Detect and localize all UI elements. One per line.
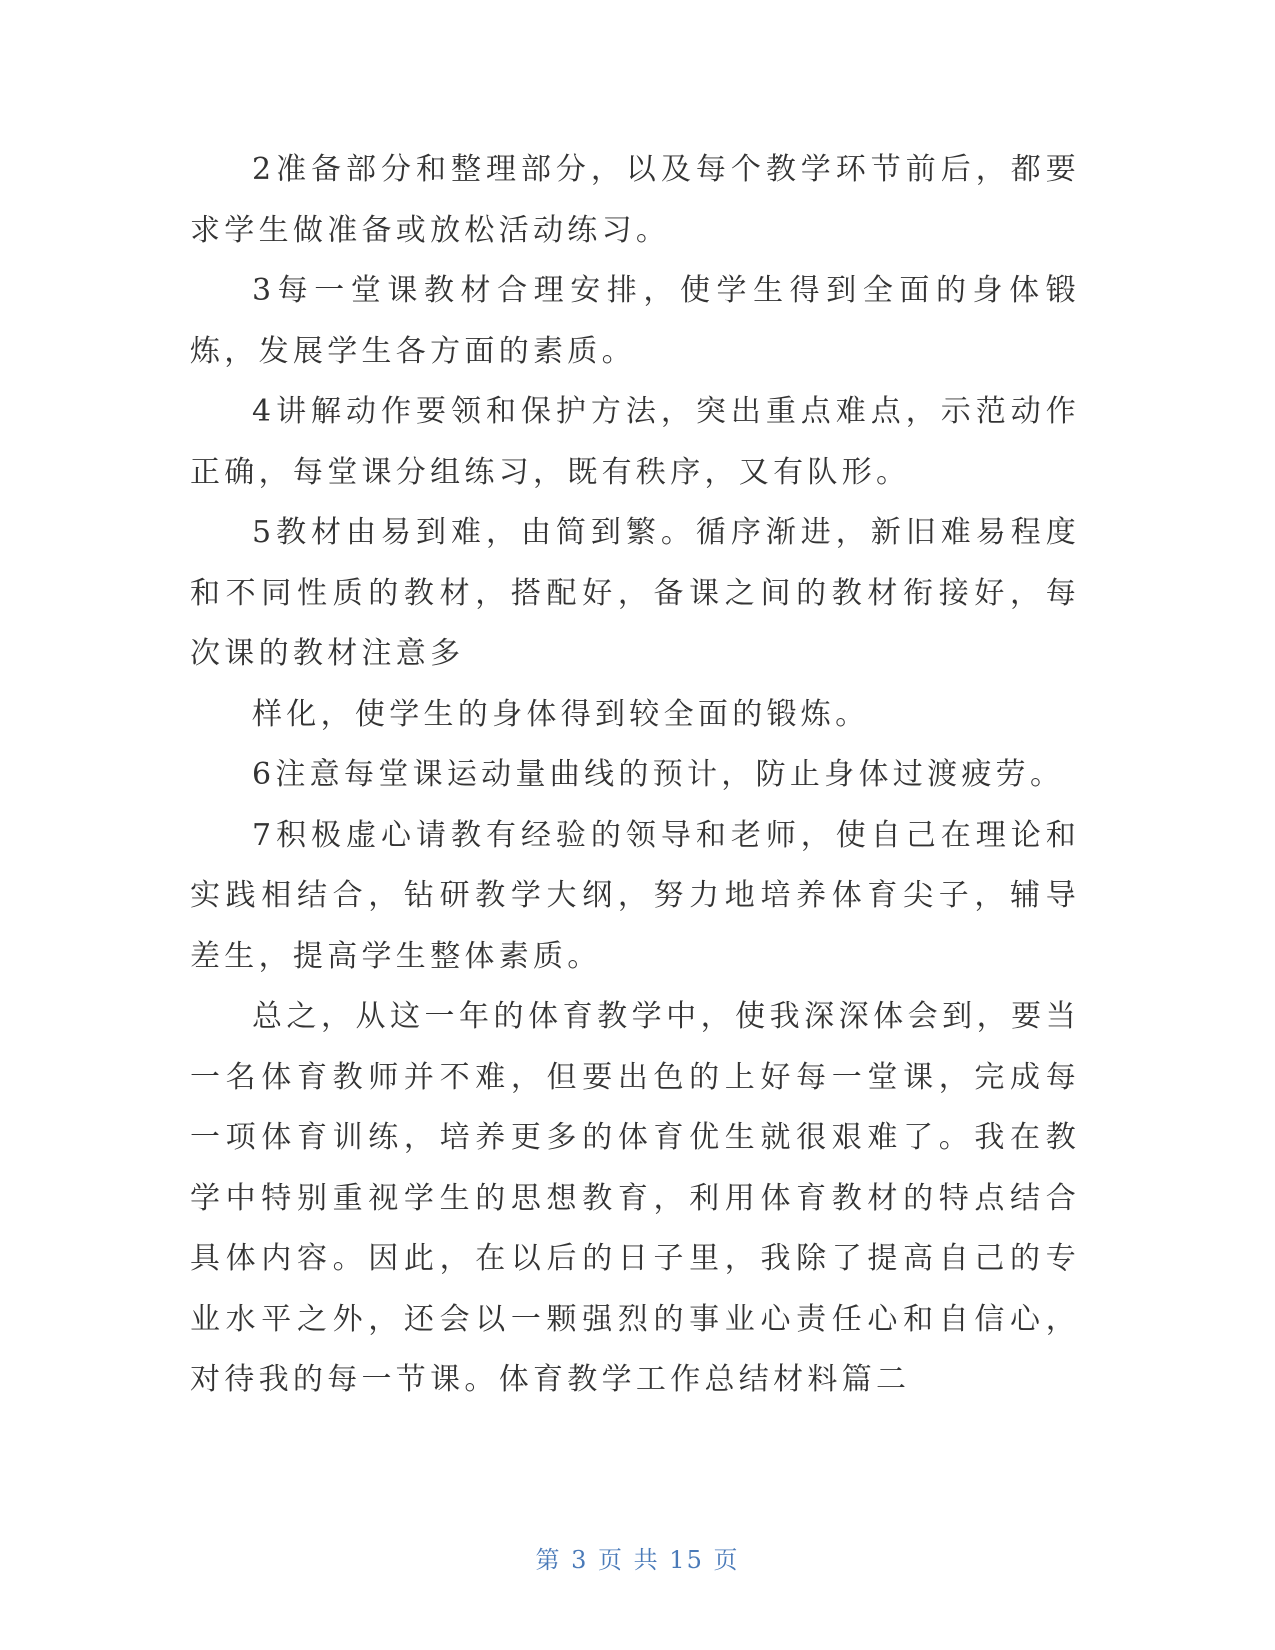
page-number-footer: 第 3 页 共 15 页 [535, 1546, 740, 1574]
paragraph-item-2: 2准备部分和整理部分，以及每个教学环节前后，都要求学生做准备或放松活动练习。 [190, 152, 1080, 248]
paragraph-item-3: 3每一堂课教材合理安排，使学生得到全面的身体锻炼，发展学生各方面的素质。 [190, 273, 1080, 369]
paragraph-item-5: 5教材由易到难，由简到繁。循序渐进，新旧难易程度和不同性质的教材，搭配好，备课之间的教材衔接好，每次课的教材注意多 [190, 515, 1080, 671]
document-body [190, 140, 1080, 1411]
paragraph-item-5-continued: 样化，使学生的身体得到较全面的锻炼。 [252, 696, 870, 732]
paragraph-summary: 总之，从这一年的体育教学中，使我深深体会到，要当一名体育教师并不难，但要出色的上好每一堂课，完成每一项体育训练，培养更多的体育优生就很艰难了。我在教学中特别重视学生的思想教育，利用体育教材的特点结合具体内容。因此，在以后的日子里，我除了提高自己的专业水平之外，还会以一颗强烈的事业心责任心和自信心，对待我的每一节课。体育教学工作总结材料篇二 [190, 999, 1080, 1397]
paragraph-item-6: 6注意每堂课运动量曲线的预计，防止身体过渡疲劳。 [252, 757, 1065, 792]
paragraph-item-4: 4讲解动作要领和保护方法，突出重点难点，示范动作正确，每堂课分组练习，既有秩序，又有队形。 [190, 394, 1080, 490]
paragraph-item-7: 7积极虚心请教有经验的领导和老师，使自己在理论和实践相结合，钻研教学大纲，努力地培养体育尖子，辅导差生，提高学生整体素质。 [190, 817, 1080, 974]
